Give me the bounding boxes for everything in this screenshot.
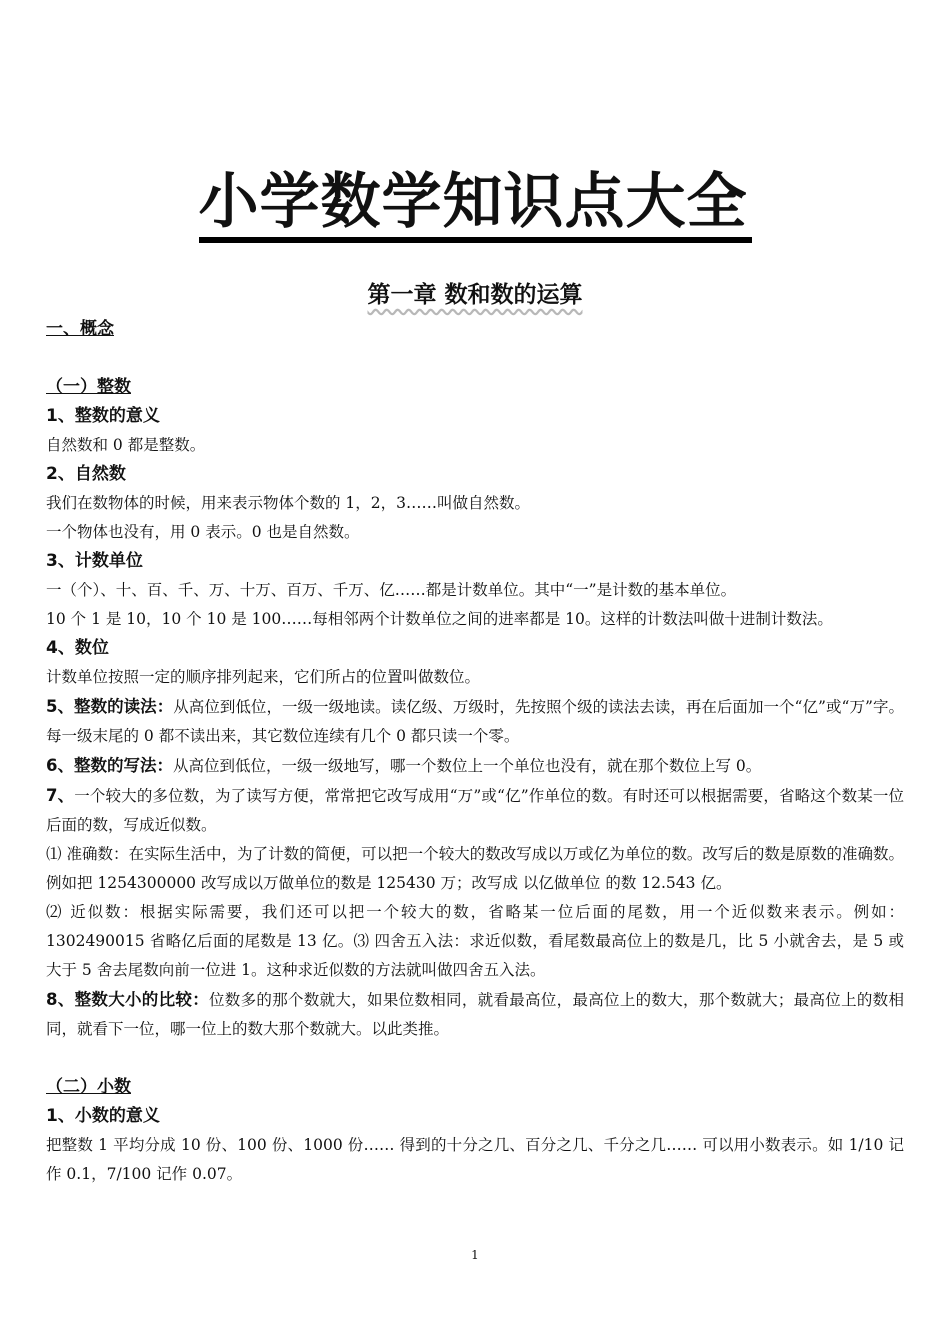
paragraph bbox=[46, 985, 904, 1044]
item-heading: 2、自然数 bbox=[46, 464, 126, 484]
inline-text: 从高位到低位，一级一级地写，哪一个数位上一个单位也没有，就在那个数位上写 0。 bbox=[172, 757, 762, 775]
paragraph: 我们在数物体的时候，用来表示物体个数的 1，2，3……叫做自然数。 bbox=[46, 494, 531, 512]
document-title: 小学数学知识点大全 bbox=[0, 162, 950, 243]
subsection-heading: （二）小数 bbox=[46, 1077, 131, 1097]
paragraph: ⑵ 近似数：根据实际需要，我们还可以把一个较大的数，省略某一位后面的尾数，用一个近似数来表示。例如： 1302490015 省略亿后面的尾数是 13 亿。⑶ 四舍五入法：求近似数，看尾数最高位上的数是几，比 5 小就舍去，是 5 或大于 5 舍去尾数向前一位进 1。这种求近似数的方法就叫做四舍五入法。 bbox=[46, 903, 904, 979]
inline-label: 8、整数大小的比较： bbox=[46, 990, 209, 1009]
spacer bbox=[46, 1044, 904, 1073]
inline-text: 一个较大的多位数，为了读写方便，常常把它改写成用“万”或“亿”作单位的数。有时还可以根据需要，省略这个数某一位后面的数，写成近似数。 bbox=[46, 787, 904, 834]
paragraph: 一个物体也没有，用 0 表示。0 也是自然数。 bbox=[46, 523, 360, 541]
paragraph bbox=[46, 781, 904, 840]
inline-text: 从高位到低位，一级一级地读。读亿级、万级时，先按照个级的读法去读，再在后面加一个“亿”或“万”字。每一级末尾的 0 都不读出来，其它数位连续有几个 0 都只读一个零。 bbox=[46, 698, 905, 745]
inline-label: 6、整数的写法： bbox=[46, 756, 173, 775]
item-heading: 1、整数的意义 bbox=[46, 406, 160, 426]
paragraph bbox=[46, 751, 904, 781]
section-heading: 一、概念 bbox=[46, 319, 114, 339]
item-heading: 3、计数单位 bbox=[46, 551, 143, 571]
item-heading: 4、数位 bbox=[46, 638, 109, 658]
chapter-title: 第一章 数和数的运算 bbox=[367, 282, 583, 308]
paragraph: 计数单位按照一定的顺序排列起来，它们所占的位置叫做数位。 bbox=[46, 668, 481, 686]
paragraph: 一（个）、十、百、千、万、十万、百万、千万、亿……都是计数单位。其中“一”是计数的基本单位。 bbox=[46, 581, 737, 599]
subsection-heading: （一）整数 bbox=[46, 377, 131, 397]
item-heading: 1、小数的意义 bbox=[46, 1106, 160, 1126]
paragraph: 10 个 1 是 10，10 个 10 是 100……每相邻两个计数单位之间的进率都是 10。这样的计数法叫做十进制计数法。 bbox=[46, 610, 833, 628]
paragraph bbox=[46, 692, 904, 751]
spacer bbox=[46, 344, 904, 373]
paragraph: 把整数 1 平均分成 10 份、100 份、1000 份…… 得到的十分之几、百分之几、千分之几…… 可以用小数表示。如 1/10 记作 0.1，7/100 记作 0.07。 bbox=[46, 1136, 904, 1183]
inline-label: 7、 bbox=[46, 786, 75, 805]
inline-text: 位数多的那个数就大，如果位数相同，就看最高位，最高位上的数大，那个数就大；最高位上的数相同，就看下一位，哪一位上的数大那个数就大。以此类推。 bbox=[46, 991, 904, 1038]
paragraph: ⑴ 准确数：在实际生活中，为了计数的简便，可以把一个较大的数改写成以万或亿为单位的数。改写后的数是原数的准确数。 例如把 1254300000 改写成以万做单位的数是 125430 万；改写成 以亿做单位 的数 12.543 亿。 bbox=[46, 845, 904, 892]
page-number: 1 bbox=[471, 1248, 479, 1262]
paragraph: 自然数和 0 都是整数。 bbox=[46, 436, 206, 454]
document-body bbox=[46, 315, 904, 1189]
inline-label: 5、整数的读法： bbox=[46, 697, 174, 716]
